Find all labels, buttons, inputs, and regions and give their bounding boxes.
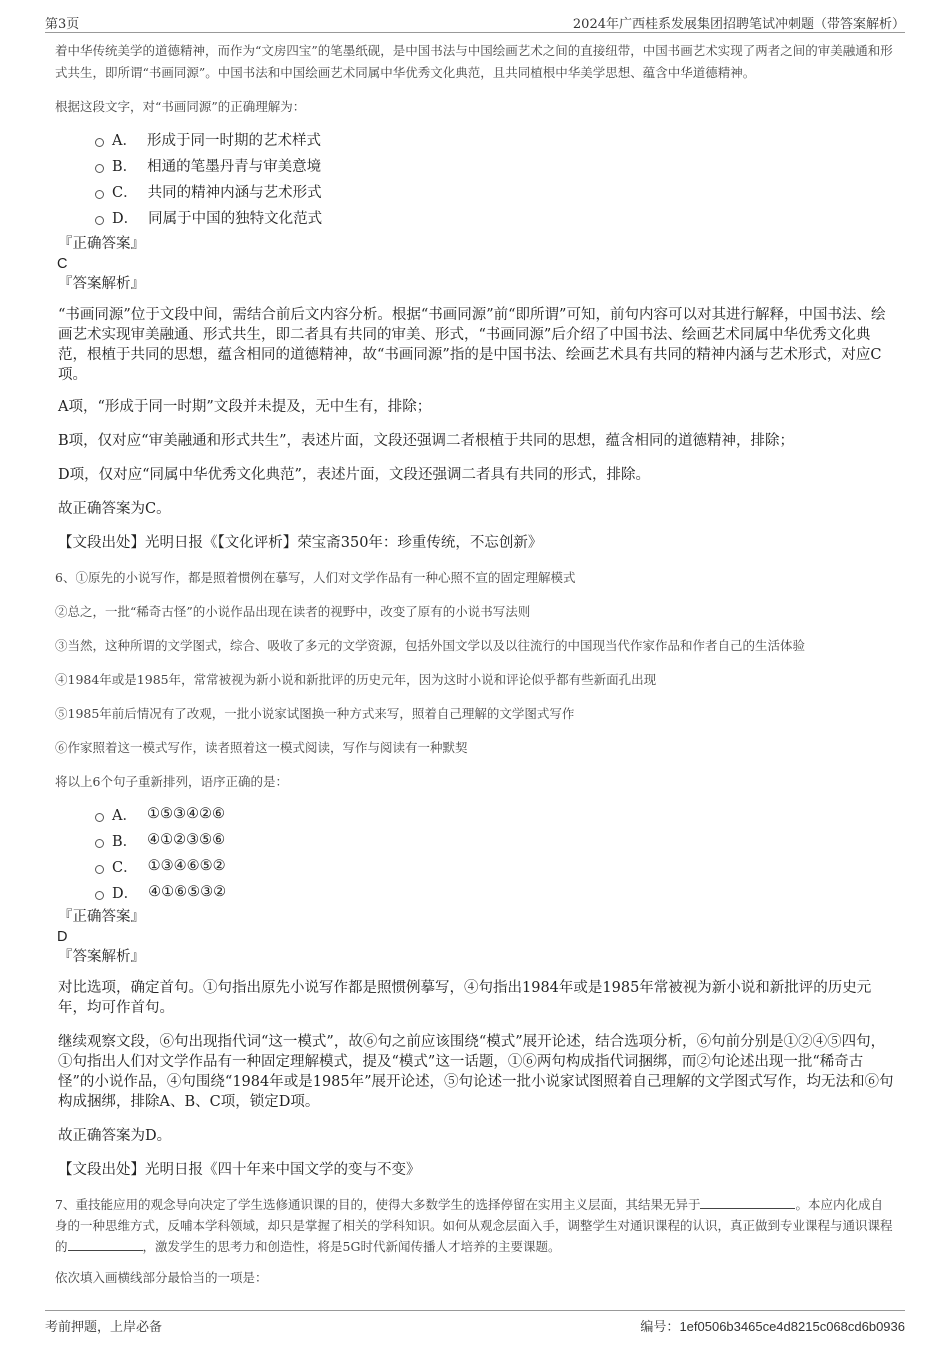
analysis-paragraph: “书画同源”位于文段中间，需结合前后文内容分析。根据“书画同源”前“即所谓”可知，前句内容可以对其进行解释，中国书法、绘画艺术实现审美融通、形式共生，即二者具有共同的审美、形式，“书画同源”后介绍了中国书法、绘画艺术同属中华优秀文化典范，根植于共同的思想，蕴含相同的道德精神，故“书画同源”指的是中国书法、绘画艺术具有共同的精神内涵与艺术形式，对应C项。 <box>58 307 886 383</box>
analysis-paragraph: 对比选项，确定首句。①句指出原先小说写作都是照惯例摹写，④句指出1984年或是1985年常被视为新小说和新批评的历史元年，均可作首句。 <box>58 980 872 1016</box>
q5-prompt: 根据这段文字，对“书画同源”的正确理解为： <box>55 99 306 114</box>
fill-blank <box>700 1195 795 1209</box>
q6-sentence: ⑤1985年前后情况有了改观，一批小说家试图换一种方式来写，照着自己理解的文学图式写作 <box>55 706 575 721</box>
q5-analysis <box>55 305 895 519</box>
page-footer <box>45 1310 905 1335</box>
q5-answer: C <box>57 256 68 272</box>
q6-option-b[interactable]: B． ④①②③⑤⑥ <box>95 827 895 853</box>
q6-sentence: ②总之，一批“稀奇古怪”的小说作品出现在读者的视野中，改变了原有的小说书写法则 <box>55 604 531 619</box>
analysis-paragraph: A项，“形成于同一时期”文段并未提及，无中生有，排除； <box>58 399 432 415</box>
radio-icon[interactable] <box>95 839 104 848</box>
radio-icon[interactable] <box>95 216 104 225</box>
radio-icon[interactable] <box>95 164 104 173</box>
q6-answer-label: 『正确答案』 <box>58 909 145 925</box>
radio-icon[interactable] <box>95 865 104 874</box>
q5-answer-label: 『正确答案』 <box>58 236 145 252</box>
fill-blank <box>68 1237 143 1251</box>
q6-option-a[interactable]: A． ①⑤③④②⑥ <box>95 801 895 827</box>
analysis-paragraph: 故正确答案为D。 <box>58 1128 172 1144</box>
q6-sentence: ③当然，这种所谓的文学图式，综合、吸收了多元的文学资源，包括外国文学以及以往流行的中国现当代作家作品和作者自己的生活体验 <box>55 638 806 653</box>
footer-slogan: 考前押题，上岸必备 <box>45 1320 163 1335</box>
page-content <box>55 40 895 1297</box>
q6-prompt: 将以上6个句子重新排列，语序正确的是： <box>55 774 288 789</box>
document-title: 2024年广西桂系发展集团招聘笔试冲刺题（带答案解析） <box>572 17 905 32</box>
radio-icon[interactable] <box>95 190 104 199</box>
radio-icon[interactable] <box>95 138 104 147</box>
q6-options <box>95 801 895 905</box>
analysis-paragraph: 继续观察文段，⑥句出现指代词“这一模式”，故⑥句之前应该围绕“模式”展开论述，结合选项分析，⑥句前分别是①②④⑤四句，①句指出人们对文学作品有一种固定理解模式，提及“模式”这一话题，①⑥两句构成指代词捆绑，而②句论述出现一批“稀奇古怪”的小说作品，④句围绕“1984年或是1985年”展开论述，⑤句论述一批小说家试图照着自己理解的文学图式写作，均无法和⑥句构成捆绑，排除A、B、C项，锁定D项。 <box>58 1034 894 1110</box>
radio-icon[interactable] <box>95 891 104 900</box>
q6-source: 【文段出处】光明日报《四十年来中国文学的变与不变》 <box>58 1162 421 1178</box>
q5-option-d[interactable]: D． 同属于中国的独特文化范式 <box>95 204 895 230</box>
q5-option-a[interactable]: A． 形成于同一时期的艺术样式 <box>95 126 895 152</box>
q5-source: 【文段出处】光明日报《【文化评析】荣宝斋350年：珍重传统，不忘创新》 <box>58 535 543 551</box>
q5-option-c[interactable]: C． 共同的精神内涵与艺术形式 <box>95 178 895 204</box>
q6-sentence: ④1984年或是1985年，常常被视为新小说和新批评的历史元年，因为这时小说和评论似乎都有些新面孔出现 <box>55 672 657 687</box>
page-number: 第3页 <box>45 17 80 32</box>
q6-option-c[interactable]: C． ①③④⑥⑤② <box>95 853 895 879</box>
q6-analysis <box>55 978 895 1146</box>
q5-analysis-label: 『答案解析』 <box>58 276 145 292</box>
footer-code: 编号：1ef0506b3465ce4d8215c068cd6b0936 <box>640 1319 905 1334</box>
q6-sentence: ⑥作家照着这一模式写作，读者照着这一模式阅读，写作与阅读有一种默契 <box>55 740 468 755</box>
analysis-paragraph: D项，仅对应“同属中华优秀文化典范”，表述片面，文段还强调二者具有共同的形式，排除。 <box>58 467 650 483</box>
analysis-paragraph: B项，仅对应“审美融通和形式共生”，表述片面，文段还强调二者根植于共同的思想，蕴含相同的道德精神，排除； <box>58 433 794 449</box>
q6-option-d[interactable]: D． ④①⑥⑤③② <box>95 879 895 905</box>
q7-question: 7、重技能应用的观念导向决定了学生选修通识课的目的，使得大多数学生的选择停留在实用主义层面，其结果无异于 。本应内化成自身的一种思维方式，反哺本学科领域，却只是掌握了相关的学科知识。如何从观念层面入手，调整学生对通识课程的认识，真正做到专业课程与通识课程的 ，激发学生的思考力和创造性，将是5G时代新闻传播人才培养的主要课题。 <box>55 1197 893 1254</box>
q7-prompt: 依次填入画横线部分最恰当的一项是： <box>55 1270 268 1285</box>
analysis-paragraph: 故正确答案为C。 <box>58 501 171 517</box>
q5-passage: 着中华传统美学的道德精神，而作为“文房四宝”的笔墨纸砚，是中国书法与中国绘画艺术之间的直接纽带，中国书画艺术实现了两者之间的审美融通和形式共生，即所谓“书画同源”。中国书法和中国绘画艺术同属中华优秀文化典范，且共同植根中华美学思想、蕴含中华道德精神。 <box>55 43 893 80</box>
q5-options <box>95 126 895 230</box>
q6-answer: D <box>57 929 68 945</box>
q6-sentence: 6、①原先的小说写作，都是照着惯例在摹写，人们对文学作品有一种心照不宣的固定理解模式 <box>55 570 576 585</box>
page-header <box>45 10 905 33</box>
q6-analysis-label: 『答案解析』 <box>58 949 145 965</box>
q5-option-b[interactable]: B． 相通的笔墨丹青与审美意境 <box>95 152 895 178</box>
radio-icon[interactable] <box>95 813 104 822</box>
